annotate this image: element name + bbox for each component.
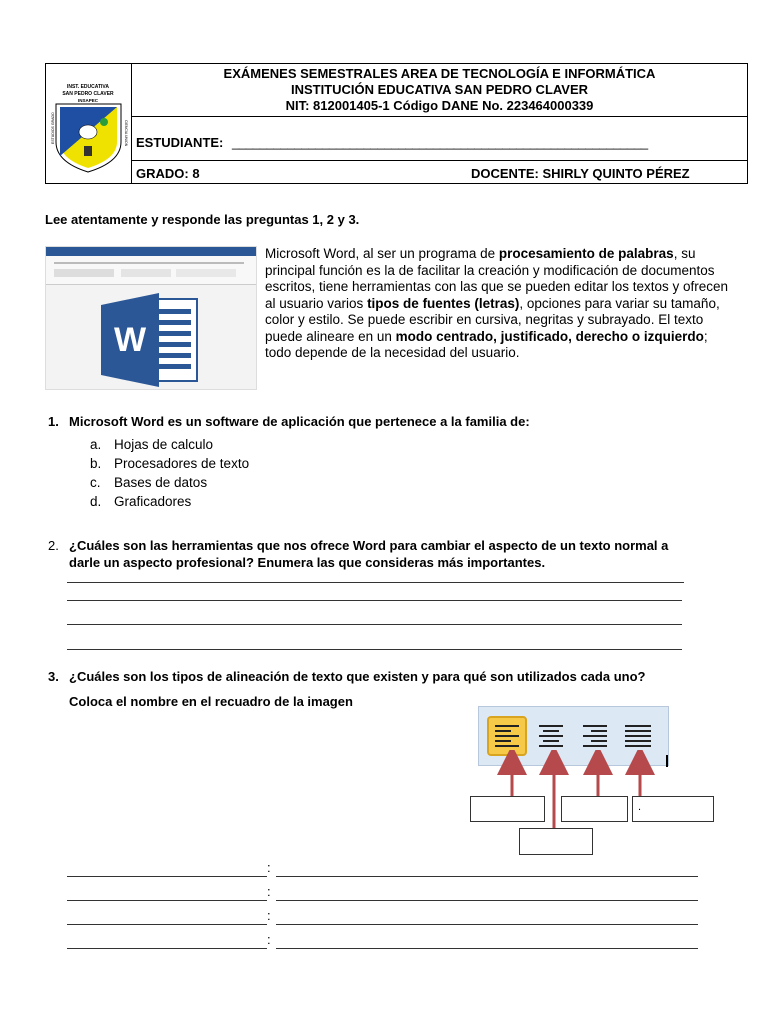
- student-label: ESTUDIANTE:: [136, 135, 224, 150]
- q1-option-b-text: Procesadores de texto: [114, 456, 250, 471]
- q3-subtext: Coloca el nombre en el recuadro de la imagen: [69, 694, 353, 709]
- word-logo-icon: [101, 293, 201, 387]
- q3-colon: :: [267, 884, 271, 899]
- q3-use-line[interactable]: [276, 948, 698, 949]
- reading-bold-3: modo centrado, justificado, derecho o izquierdo: [395, 328, 704, 344]
- answer-box-dot: .: [638, 801, 642, 813]
- q3-use-line[interactable]: [276, 924, 698, 925]
- align-right-icon: [583, 725, 607, 747]
- instructions: Lee atentamente y responde las preguntas 1, 2 y 3.: [45, 212, 360, 227]
- answer-box-justify[interactable]: [632, 796, 714, 822]
- q1-option-b-letter[interactable]: b.: [90, 456, 102, 471]
- q3-colon: :: [267, 908, 271, 923]
- q1-option-a-text: Hojas de calculo: [114, 437, 214, 452]
- reading-text-3: , opciones para variar su tamaño, color y estilo. Se puede escribir en cursiva, negritas y subrayado. El texto puede alineare en un: [265, 295, 720, 344]
- title-line-3: NIT: 812001405-1 Código DANE No. 223464000339: [285, 98, 594, 113]
- reading-paragraph: [265, 246, 730, 362]
- q3-name-line[interactable]: [67, 948, 267, 949]
- align-left-icon: [495, 725, 519, 747]
- q3-name-line[interactable]: [67, 924, 267, 925]
- logo-left-text: ESTUDIOS GRADO: [51, 112, 55, 144]
- q3-name-line[interactable]: [67, 876, 267, 877]
- q3-colon: :: [267, 932, 271, 947]
- q1-text: Microsoft Word es un software de aplicación que pertenece a la familia de:: [69, 414, 530, 429]
- q3-use-line[interactable]: [276, 900, 698, 901]
- reading-bold-1: procesamiento de palabras: [498, 246, 674, 261]
- answer-box-left[interactable]: [470, 796, 545, 822]
- q3-text: ¿Cuáles son los tipos de alineación de texto que existen y para qué son utilizados cada uno?: [69, 669, 646, 684]
- student-name-blank[interactable]: ____________________________________________________________: [232, 135, 648, 150]
- q1-option-c-letter[interactable]: c.: [90, 475, 101, 490]
- logo-sub-text: INSAPEC: [77, 98, 99, 103]
- reading-text-4: ; todo depende de la necesidad del usuario.: [265, 328, 708, 360]
- grade-label: GRADO: 8: [136, 166, 200, 181]
- q2-text-line-2: darle un aspecto profesional? Enumera las que consideras más importantes.: [69, 555, 546, 570]
- align-center-icon: [539, 725, 563, 747]
- q2-answer-line[interactable]: [67, 600, 682, 601]
- school-shield-logo: [46, 64, 131, 183]
- word-ribbon: [46, 256, 256, 285]
- q2-answer-line[interactable]: [67, 624, 682, 625]
- header-divider: [132, 160, 747, 161]
- q1-number: 1.: [48, 414, 59, 429]
- q3-number: 3.: [48, 669, 59, 684]
- reading-text-1: Microsoft Word, al ser un programa de: [265, 246, 499, 261]
- q3-colon: :: [267, 860, 271, 875]
- title-line-2: INSTITUCIÓN EDUCATIVA SAN PEDRO CLAVER: [290, 82, 589, 97]
- q1-option-d-letter[interactable]: d.: [90, 494, 102, 509]
- word-titlebar: [46, 247, 256, 256]
- word-screenshot-image: [45, 246, 257, 390]
- exam-title-block: [132, 64, 747, 117]
- q2-number: 2.: [48, 538, 59, 553]
- teacher-label: DOCENTE: SHIRLY QUINTO PÉREZ: [471, 166, 690, 181]
- word-logo-letter: W: [113, 321, 147, 359]
- q1-option-d-text: Graficadores: [114, 494, 192, 509]
- q2-answer-line[interactable]: [67, 649, 682, 650]
- reading-text-2: , su principal función es la de facilitar la creación y modificación de documentos escritos, tiene herramientas con las que se pueden editar los textos y ofrecen al usuario varios: [265, 246, 729, 311]
- q1-option-a-letter[interactable]: a.: [90, 437, 102, 452]
- q3-use-line[interactable]: [276, 876, 698, 877]
- q2-text-line-1: ¿Cuáles son las herramientas que nos ofrece Word para cambiar el aspecto de un texto normal a: [69, 538, 669, 553]
- logo-arc-text: SAN PEDRO CLAVER: [62, 91, 114, 97]
- answer-box-right[interactable]: [561, 796, 628, 822]
- q2-answer-line[interactable]: [67, 582, 684, 583]
- align-justify-icon: [625, 725, 651, 747]
- header-table: [45, 63, 748, 184]
- title-line-1: EXÁMENES SEMESTRALES AREA DE TECNOLOGÍA E INFORMÁTICA: [223, 66, 656, 81]
- answer-box-center[interactable]: [519, 828, 593, 855]
- logo-right-text: CIENCIA UNION: [124, 120, 128, 147]
- q3-name-line[interactable]: [67, 900, 267, 901]
- logo-top-text: INST. EDUCATIVA: [66, 84, 110, 90]
- school-logo-cell: [46, 64, 132, 183]
- reading-bold-2: tipos de fuentes (letras): [367, 295, 520, 311]
- q1-option-c-text: Bases de datos: [114, 475, 208, 490]
